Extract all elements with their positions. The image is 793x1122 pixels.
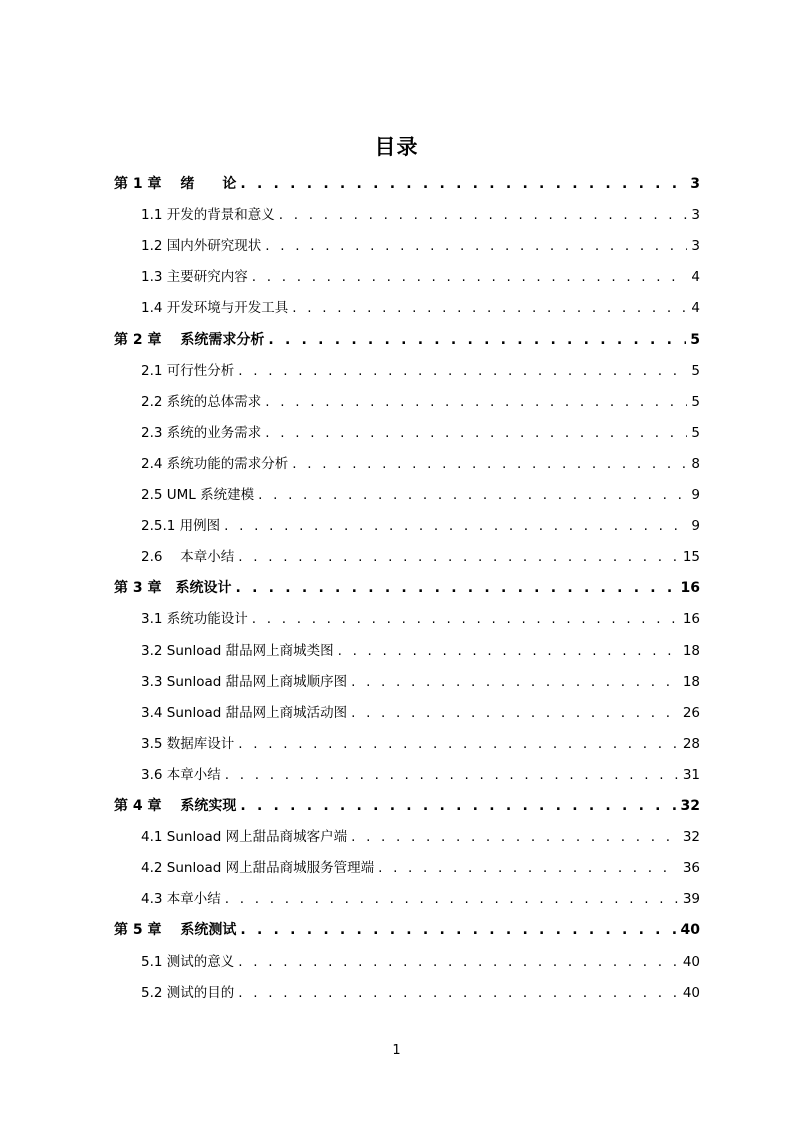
toc-section-entry[interactable]: [141, 515, 700, 537]
toc-dot-leader: [240, 919, 676, 941]
toc-dot-leader: [225, 764, 679, 786]
toc-entry-label: 1.4 开发环境与开发工具: [141, 300, 289, 316]
toc-entry-page-number: 40: [682, 985, 700, 1001]
toc-dot-leader: [268, 329, 686, 351]
toc-entry-page-number: 3: [691, 207, 700, 223]
toc-entry-label: 3.3 Sunload 甜品网上商城顺序图: [141, 674, 348, 690]
toc-entry-page-number: 4: [691, 300, 700, 316]
toc-entry-page-number: 3: [690, 176, 700, 192]
toc-entry-page-number: 31: [682, 767, 700, 783]
toc-section-entry[interactable]: [141, 235, 700, 257]
toc-section-entry[interactable]: [141, 733, 700, 755]
toc-entry-page-number: 18: [682, 674, 700, 690]
toc-entry-label: 2.1 可行性分析: [141, 363, 235, 379]
toc-chapter-entry[interactable]: [114, 329, 700, 351]
toc-dot-leader: [238, 733, 679, 755]
toc-entry-label: 2.4 系统功能的需求分析: [141, 456, 289, 472]
toc-section-entry[interactable]: [141, 266, 700, 288]
toc-dot-leader: [240, 795, 676, 817]
toc-entry-page-number: 39: [682, 891, 700, 907]
toc-entry-label: 1.1 开发的背景和意义: [141, 207, 275, 223]
toc-dot-leader: [224, 515, 687, 537]
toc-entry-label: 2.3 系统的业务需求: [141, 425, 262, 441]
toc-section-entry[interactable]: [141, 982, 700, 1004]
toc-section-entry[interactable]: [141, 764, 700, 786]
toc-entry-label: 3.5 数据库设计: [141, 736, 235, 752]
toc-entry-page-number: 9: [691, 518, 700, 534]
toc-entry-page-number: 5: [691, 394, 700, 410]
toc-entry-page-number: 5: [691, 425, 700, 441]
toc-chapter-entry[interactable]: [114, 173, 700, 195]
toc-section-entry[interactable]: [141, 391, 700, 413]
toc-section-entry[interactable]: [141, 360, 700, 382]
toc-section-entry[interactable]: [141, 422, 700, 444]
page-number: 1: [392, 1043, 401, 1058]
toc-entry-label: 第 4 章 系统实现: [114, 798, 237, 814]
toc-entry-page-number: 18: [682, 643, 700, 659]
toc-section-entry[interactable]: [141, 204, 700, 226]
toc-section-entry[interactable]: [141, 608, 700, 630]
toc-section-entry[interactable]: [141, 640, 700, 662]
toc-dot-leader: [378, 857, 679, 879]
toc-section-entry[interactable]: [141, 857, 700, 879]
toc-section-entry[interactable]: [141, 546, 700, 568]
toc-dot-leader: [265, 422, 687, 444]
toc-dot-leader: [279, 204, 688, 226]
toc-section-entry[interactable]: [141, 453, 700, 475]
toc-entry-page-number: 9: [691, 487, 700, 503]
toc-entry-page-number: 32: [682, 829, 700, 845]
toc-entry-page-number: 26: [682, 705, 700, 721]
toc-entry-label: 4.2 Sunload 网上甜品商城服务管理端: [141, 860, 375, 876]
toc-dot-leader: [258, 484, 687, 506]
toc-dot-leader: [265, 235, 687, 257]
toc-section-entry[interactable]: [141, 888, 700, 910]
toc-section-entry[interactable]: [141, 702, 700, 724]
toc-chapter-entry[interactable]: [114, 795, 700, 817]
toc-chapter-entry[interactable]: [114, 577, 700, 599]
toc-dot-leader: [292, 297, 687, 319]
toc-entry-label: 2.5 UML 系统建模: [141, 487, 255, 503]
toc-chapter-entry[interactable]: [114, 919, 700, 941]
toc-section-entry[interactable]: [141, 484, 700, 506]
toc-dot-leader: [238, 360, 687, 382]
toc-dot-leader: [351, 671, 679, 693]
toc-dot-leader: [252, 608, 679, 630]
toc-section-entry[interactable]: [141, 297, 700, 319]
toc-entry-page-number: 28: [682, 736, 700, 752]
toc-dot-leader: [225, 888, 679, 910]
toc-entry-page-number: 16: [680, 580, 700, 596]
toc-entry-label: 1.2 国内外研究现状: [141, 238, 262, 254]
toc-entry-page-number: 5: [690, 332, 700, 348]
toc-entry-label: 第 1 章 绪 论: [114, 176, 237, 192]
toc-entry-label: 第 3 章 系统设计: [114, 580, 232, 596]
toc-entry-label: 1.3 主要研究内容: [141, 269, 248, 285]
toc-dot-leader: [351, 826, 679, 848]
toc-dot-leader: [240, 173, 686, 195]
toc-dot-leader: [292, 453, 687, 475]
toc-entry-page-number: 8: [691, 456, 700, 472]
toc-entry-page-number: 40: [682, 954, 700, 970]
toc-entry-label: 第 5 章 系统测试: [114, 922, 237, 938]
toc-entry-label: 3.2 Sunload 甜品网上商城类图: [141, 643, 334, 659]
toc-entry-label: 2.6 本章小结: [141, 549, 235, 565]
toc-entry-label: 2.2 系统的总体需求: [141, 394, 262, 410]
toc-entry-label: 4.3 本章小结: [141, 891, 221, 907]
toc-entry-label: 第 2 章 系统需求分析: [114, 332, 265, 348]
toc-dot-leader: [238, 546, 679, 568]
toc-dot-leader: [238, 951, 679, 973]
page-title: 目录: [374, 135, 419, 159]
toc-entry-label: 5.2 测试的目的: [141, 985, 235, 1001]
toc-entry-label: 3.1 系统功能设计: [141, 611, 248, 627]
toc-section-entry[interactable]: [141, 671, 700, 693]
toc-entry-label: 4.1 Sunload 网上甜品商城客户端: [141, 829, 348, 845]
toc-section-entry[interactable]: [141, 826, 700, 848]
toc-entry-label: 3.6 本章小结: [141, 767, 221, 783]
toc-entry-label: 5.1 测试的意义: [141, 954, 235, 970]
toc-dot-leader: [238, 982, 679, 1004]
toc-entry-page-number: 5: [691, 363, 700, 379]
toc-dot-leader: [265, 391, 687, 413]
toc-entry-page-number: 40: [680, 922, 700, 938]
toc-dot-leader: [252, 266, 688, 288]
toc-dot-leader: [236, 577, 677, 599]
toc-entry-label: 3.4 Sunload 甜品网上商城活动图: [141, 705, 348, 721]
toc-entry-page-number: 32: [680, 798, 700, 814]
toc-entry-page-number: 3: [691, 238, 700, 254]
toc-dot-leader: [338, 640, 679, 662]
toc-entry-page-number: 15: [682, 549, 700, 565]
toc-dot-leader: [351, 702, 679, 724]
toc-entry-page-number: 36: [682, 860, 700, 876]
toc-entry-page-number: 4: [691, 269, 700, 285]
toc-entry-page-number: 16: [682, 611, 700, 627]
toc-entry-label: 2.5.1 用例图: [141, 518, 221, 534]
toc-section-entry[interactable]: [141, 951, 700, 973]
